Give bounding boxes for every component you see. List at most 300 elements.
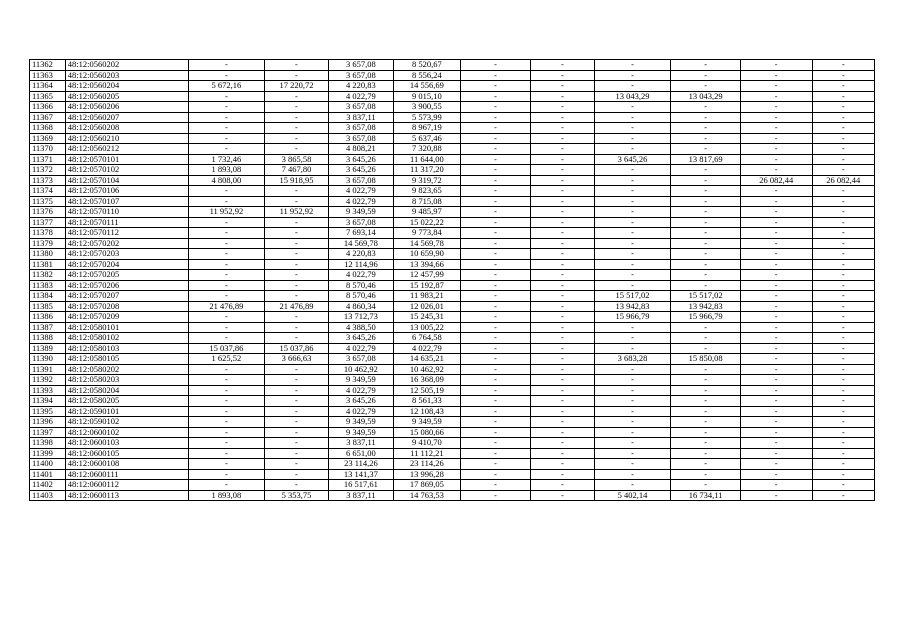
cell-value-col-6: 14 635,21 bbox=[394, 354, 460, 365]
cell-value-col-11: - bbox=[740, 70, 812, 81]
cell-value-col-5: 3 657,08 bbox=[328, 133, 393, 144]
cell-value-col-6: 6 764,58 bbox=[394, 333, 460, 344]
table-row bbox=[30, 354, 875, 365]
cell-value-col-3: - bbox=[188, 333, 265, 344]
cell-value-col-8: - bbox=[531, 343, 594, 354]
cell-value-col-8: - bbox=[531, 270, 594, 281]
table-row bbox=[30, 144, 875, 155]
cell-value-col-9: - bbox=[594, 70, 671, 81]
cell-value-col-12: - bbox=[812, 144, 874, 155]
cell-row-number: 11366 bbox=[30, 102, 66, 113]
cell-value-col-11: - bbox=[740, 259, 812, 270]
cell-value-col-10: - bbox=[671, 259, 741, 270]
cell-value-col-7: - bbox=[460, 81, 531, 92]
cell-value-col-3: - bbox=[188, 375, 265, 386]
cell-value-col-11: - bbox=[740, 301, 812, 312]
cell-value-col-10: - bbox=[671, 133, 741, 144]
cell-value-col-5: 16 517,61 bbox=[328, 480, 393, 491]
cell-value-col-4: - bbox=[265, 144, 328, 155]
cell-cadastral-number: 48:12:0600102 bbox=[65, 427, 188, 438]
cell-value-col-6: 8 556,24 bbox=[394, 70, 460, 81]
cell-value-col-5: 3 657,08 bbox=[328, 102, 393, 113]
cell-value-col-6: 11 644,00 bbox=[394, 154, 460, 165]
cell-row-number: 11391 bbox=[30, 364, 66, 375]
cell-value-col-10: - bbox=[671, 427, 741, 438]
cell-value-col-3: - bbox=[188, 196, 265, 207]
cell-value-col-9: - bbox=[594, 123, 671, 134]
cell-value-col-11: - bbox=[740, 469, 812, 480]
cell-value-col-11: - bbox=[740, 228, 812, 239]
cell-value-col-3: - bbox=[188, 60, 265, 71]
cell-row-number: 11393 bbox=[30, 385, 66, 396]
cell-value-col-3: - bbox=[188, 417, 265, 428]
table-row bbox=[30, 217, 875, 228]
cell-value-col-7: - bbox=[460, 438, 531, 449]
cell-value-col-7: - bbox=[460, 396, 531, 407]
cell-cadastral-number: 48:12:0560210 bbox=[65, 133, 188, 144]
cell-value-col-4: - bbox=[265, 364, 328, 375]
cell-value-col-5: 4 022,79 bbox=[328, 385, 393, 396]
cell-value-col-8: - bbox=[531, 207, 594, 218]
cell-value-col-6: 14 569,78 bbox=[394, 238, 460, 249]
cell-value-col-5: 9 349,59 bbox=[328, 427, 393, 438]
cell-value-col-11: - bbox=[740, 144, 812, 155]
cell-value-col-11: - bbox=[740, 364, 812, 375]
cell-value-col-4: 3 666,63 bbox=[265, 354, 328, 365]
cell-value-col-6: 16 368,09 bbox=[394, 375, 460, 386]
cell-cadastral-number: 48:12:0570207 bbox=[65, 291, 188, 302]
cell-value-col-8: - bbox=[531, 228, 594, 239]
cell-value-col-9: - bbox=[594, 175, 671, 186]
table-row bbox=[30, 259, 875, 270]
cell-value-col-10: - bbox=[671, 112, 741, 123]
cell-value-col-12: - bbox=[812, 81, 874, 92]
cell-value-col-6: 13 996,28 bbox=[394, 469, 460, 480]
cell-value-col-8: - bbox=[531, 81, 594, 92]
cell-value-col-4: - bbox=[265, 291, 328, 302]
cell-value-col-6: 11 112,21 bbox=[394, 448, 460, 459]
cell-row-number: 11394 bbox=[30, 396, 66, 407]
cell-value-col-3: - bbox=[188, 364, 265, 375]
cell-value-col-5: 4 388,50 bbox=[328, 322, 393, 333]
cell-value-col-6: 12 505,19 bbox=[394, 385, 460, 396]
data-table bbox=[29, 59, 875, 501]
cell-value-col-4: - bbox=[265, 133, 328, 144]
cell-value-col-6: 15 245,31 bbox=[394, 312, 460, 323]
cell-value-col-5: 4 022,79 bbox=[328, 91, 393, 102]
cell-value-col-5: 12 114,96 bbox=[328, 259, 393, 270]
cell-value-col-6: 9 823,65 bbox=[394, 186, 460, 197]
cell-cadastral-number: 48:12:0570101 bbox=[65, 154, 188, 165]
cell-value-col-5: 3 837,11 bbox=[328, 112, 393, 123]
cell-value-col-10: 13 043,29 bbox=[671, 91, 741, 102]
cell-value-col-4: 7 467,80 bbox=[265, 165, 328, 176]
table-row bbox=[30, 396, 875, 407]
cell-value-col-11: - bbox=[740, 102, 812, 113]
table-row bbox=[30, 133, 875, 144]
cell-value-col-11: - bbox=[740, 385, 812, 396]
cell-value-col-4: 3 865,58 bbox=[265, 154, 328, 165]
cell-value-col-3: - bbox=[188, 480, 265, 491]
cell-value-col-7: - bbox=[460, 228, 531, 239]
cell-value-col-3: 4 808,00 bbox=[188, 175, 265, 186]
cell-value-col-6: 11 317,20 bbox=[394, 165, 460, 176]
cell-row-number: 11386 bbox=[30, 312, 66, 323]
cell-value-col-7: - bbox=[460, 312, 531, 323]
cell-value-col-9: - bbox=[594, 228, 671, 239]
cell-cadastral-number: 48:12:0590101 bbox=[65, 406, 188, 417]
cell-value-col-11: - bbox=[740, 291, 812, 302]
cell-value-col-11: - bbox=[740, 354, 812, 365]
cell-value-col-8: - bbox=[531, 154, 594, 165]
cell-value-col-8: - bbox=[531, 385, 594, 396]
cell-value-col-6: 17 869,05 bbox=[394, 480, 460, 491]
table-row bbox=[30, 448, 875, 459]
table-row bbox=[30, 490, 875, 501]
cell-value-col-9: - bbox=[594, 427, 671, 438]
cell-value-col-7: - bbox=[460, 291, 531, 302]
cell-value-col-6: 3 900,55 bbox=[394, 102, 460, 113]
cell-value-col-12: - bbox=[812, 322, 874, 333]
cell-value-col-3: - bbox=[188, 291, 265, 302]
cell-value-col-3: - bbox=[188, 133, 265, 144]
cell-value-col-11: - bbox=[740, 81, 812, 92]
cell-value-col-12: - bbox=[812, 280, 874, 291]
cell-value-col-11: - bbox=[740, 459, 812, 470]
cell-value-col-11: - bbox=[740, 322, 812, 333]
table-row bbox=[30, 459, 875, 470]
cell-value-col-6: 9 349,59 bbox=[394, 417, 460, 428]
cell-value-col-4: - bbox=[265, 417, 328, 428]
cell-value-col-4: - bbox=[265, 469, 328, 480]
cell-value-col-3: - bbox=[188, 312, 265, 323]
cell-value-col-9: - bbox=[594, 459, 671, 470]
table-row bbox=[30, 301, 875, 312]
cell-cadastral-number: 48:12:0570107 bbox=[65, 196, 188, 207]
cell-value-col-12: - bbox=[812, 270, 874, 281]
cell-value-col-12: - bbox=[812, 406, 874, 417]
cell-value-col-11: - bbox=[740, 207, 812, 218]
cell-value-col-3: - bbox=[188, 249, 265, 260]
cell-value-col-10: - bbox=[671, 70, 741, 81]
cell-value-col-12: - bbox=[812, 427, 874, 438]
cell-value-col-7: - bbox=[460, 459, 531, 470]
cell-value-col-10: - bbox=[671, 186, 741, 197]
cell-row-number: 11369 bbox=[30, 133, 66, 144]
cell-value-col-7: - bbox=[460, 427, 531, 438]
cell-value-col-6: 12 108,43 bbox=[394, 406, 460, 417]
cell-row-number: 11374 bbox=[30, 186, 66, 197]
table-row bbox=[30, 175, 875, 186]
cell-value-col-10: - bbox=[671, 417, 741, 428]
table-row bbox=[30, 228, 875, 239]
cell-value-col-4: - bbox=[265, 375, 328, 386]
cell-value-col-7: - bbox=[460, 385, 531, 396]
cell-value-col-7: - bbox=[460, 70, 531, 81]
cell-value-col-6: 7 320,88 bbox=[394, 144, 460, 155]
cell-value-col-11: 26 082,44 bbox=[740, 175, 812, 186]
cell-value-col-6: 8 967,19 bbox=[394, 123, 460, 134]
cell-value-col-3: - bbox=[188, 448, 265, 459]
cell-value-col-9: - bbox=[594, 448, 671, 459]
cell-value-col-9: - bbox=[594, 81, 671, 92]
cell-value-col-5: 4 220,83 bbox=[328, 249, 393, 260]
cell-value-col-8: - bbox=[531, 123, 594, 134]
cell-value-col-4: - bbox=[265, 91, 328, 102]
cell-value-col-7: - bbox=[460, 354, 531, 365]
cell-value-col-4: - bbox=[265, 480, 328, 491]
cell-value-col-12: - bbox=[812, 396, 874, 407]
cell-value-col-10: - bbox=[671, 144, 741, 155]
table-row bbox=[30, 112, 875, 123]
cell-value-col-3: - bbox=[188, 270, 265, 281]
cell-value-col-6: 14 763,53 bbox=[394, 490, 460, 501]
cell-value-col-10: - bbox=[671, 364, 741, 375]
cell-row-number: 11362 bbox=[30, 60, 66, 71]
cell-value-col-12: - bbox=[812, 385, 874, 396]
cell-value-col-5: 13 712,73 bbox=[328, 312, 393, 323]
cell-value-col-6: 15 022,22 bbox=[394, 217, 460, 228]
table-row bbox=[30, 270, 875, 281]
cell-value-col-3: 1 625,52 bbox=[188, 354, 265, 365]
cell-value-col-5: 9 349,59 bbox=[328, 375, 393, 386]
cell-value-col-9: 15 517,02 bbox=[594, 291, 671, 302]
table-row bbox=[30, 291, 875, 302]
cell-value-col-12: - bbox=[812, 60, 874, 71]
cell-row-number: 11384 bbox=[30, 291, 66, 302]
cell-value-col-10: - bbox=[671, 480, 741, 491]
cell-value-col-12: - bbox=[812, 375, 874, 386]
table-row bbox=[30, 154, 875, 165]
cell-value-col-7: - bbox=[460, 417, 531, 428]
cell-row-number: 11390 bbox=[30, 354, 66, 365]
cell-value-col-4: - bbox=[265, 333, 328, 344]
cell-row-number: 11372 bbox=[30, 165, 66, 176]
cell-value-col-10: - bbox=[671, 217, 741, 228]
cell-value-col-6: 9 410,70 bbox=[394, 438, 460, 449]
table-row bbox=[30, 70, 875, 81]
cell-row-number: 11376 bbox=[30, 207, 66, 218]
cell-value-col-3: - bbox=[188, 238, 265, 249]
cell-value-col-7: - bbox=[460, 448, 531, 459]
cell-row-number: 11395 bbox=[30, 406, 66, 417]
cell-value-col-3: 21 476,89 bbox=[188, 301, 265, 312]
cell-value-col-5: 3 645,26 bbox=[328, 165, 393, 176]
cell-value-col-9: - bbox=[594, 259, 671, 270]
cell-row-number: 11365 bbox=[30, 91, 66, 102]
cell-value-col-9: 3 683,28 bbox=[594, 354, 671, 365]
cell-value-col-4: - bbox=[265, 238, 328, 249]
cell-value-col-11: - bbox=[740, 333, 812, 344]
cell-value-col-8: - bbox=[531, 490, 594, 501]
table-row bbox=[30, 417, 875, 428]
cell-value-col-10: - bbox=[671, 207, 741, 218]
cell-value-col-11: - bbox=[740, 196, 812, 207]
cell-value-col-4: - bbox=[265, 217, 328, 228]
cell-value-col-5: 3 657,08 bbox=[328, 60, 393, 71]
cell-row-number: 11370 bbox=[30, 144, 66, 155]
table-row bbox=[30, 427, 875, 438]
cell-value-col-11: - bbox=[740, 406, 812, 417]
cell-value-col-4: - bbox=[265, 123, 328, 134]
cell-cadastral-number: 48:12:0570104 bbox=[65, 175, 188, 186]
table-row bbox=[30, 469, 875, 480]
cell-value-col-12: - bbox=[812, 165, 874, 176]
cell-value-col-7: - bbox=[460, 238, 531, 249]
cell-value-col-12: - bbox=[812, 333, 874, 344]
cell-value-col-8: - bbox=[531, 301, 594, 312]
cell-value-col-9: - bbox=[594, 270, 671, 281]
cell-cadastral-number: 48:12:0570111 bbox=[65, 217, 188, 228]
cell-value-col-11: - bbox=[740, 490, 812, 501]
cell-value-col-5: 4 022,79 bbox=[328, 270, 393, 281]
cell-value-col-12: - bbox=[812, 417, 874, 428]
table-row bbox=[30, 207, 875, 218]
cell-value-col-5: 3 645,26 bbox=[328, 333, 393, 344]
cell-value-col-3: - bbox=[188, 469, 265, 480]
cell-value-col-7: - bbox=[460, 154, 531, 165]
cell-value-col-3: - bbox=[188, 217, 265, 228]
cell-value-col-4: - bbox=[265, 448, 328, 459]
cell-value-col-6: 12 026,01 bbox=[394, 301, 460, 312]
cell-value-col-6: 9 015,10 bbox=[394, 91, 460, 102]
cell-cadastral-number: 48:12:0600108 bbox=[65, 459, 188, 470]
cell-value-col-7: - bbox=[460, 165, 531, 176]
cell-value-col-5: 4 022,79 bbox=[328, 406, 393, 417]
cell-value-col-7: - bbox=[460, 249, 531, 260]
cell-value-col-6: 8 520,67 bbox=[394, 60, 460, 71]
cell-value-col-9: - bbox=[594, 217, 671, 228]
cell-value-col-9: - bbox=[594, 165, 671, 176]
cell-value-col-10: - bbox=[671, 196, 741, 207]
cell-value-col-8: - bbox=[531, 133, 594, 144]
cell-cadastral-number: 48:12:0570205 bbox=[65, 270, 188, 281]
cell-value-col-11: - bbox=[740, 280, 812, 291]
cell-value-col-10: - bbox=[671, 102, 741, 113]
cell-value-col-10: - bbox=[671, 228, 741, 239]
cell-cadastral-number: 48:12:0570110 bbox=[65, 207, 188, 218]
cell-value-col-6: 15 192,87 bbox=[394, 280, 460, 291]
cell-value-col-12: - bbox=[812, 249, 874, 260]
cell-cadastral-number: 48:12:0570106 bbox=[65, 186, 188, 197]
cell-value-col-8: - bbox=[531, 333, 594, 344]
cell-value-col-8: - bbox=[531, 70, 594, 81]
table-row bbox=[30, 385, 875, 396]
cell-value-col-8: - bbox=[531, 448, 594, 459]
cell-value-col-6: 11 983,21 bbox=[394, 291, 460, 302]
cell-value-col-6: 23 114,26 bbox=[394, 459, 460, 470]
cell-value-col-12: - bbox=[812, 217, 874, 228]
cell-cadastral-number: 48:12:0580203 bbox=[65, 375, 188, 386]
cell-value-col-9: - bbox=[594, 469, 671, 480]
cell-cadastral-number: 48:12:0570204 bbox=[65, 259, 188, 270]
cell-value-col-8: - bbox=[531, 375, 594, 386]
cell-value-col-4: - bbox=[265, 406, 328, 417]
cell-value-col-3: 1 893,08 bbox=[188, 490, 265, 501]
cell-row-number: 11364 bbox=[30, 81, 66, 92]
cell-value-col-8: - bbox=[531, 196, 594, 207]
cell-value-col-10: - bbox=[671, 333, 741, 344]
cell-cadastral-number: 48:12:0600113 bbox=[65, 490, 188, 501]
cell-value-col-4: - bbox=[265, 312, 328, 323]
cell-value-col-9: 5 402,14 bbox=[594, 490, 671, 501]
cell-value-col-10: - bbox=[671, 238, 741, 249]
cell-value-col-11: - bbox=[740, 480, 812, 491]
cell-value-col-10: - bbox=[671, 396, 741, 407]
cell-value-col-8: - bbox=[531, 280, 594, 291]
cell-cadastral-number: 48:12:0580102 bbox=[65, 333, 188, 344]
cell-value-col-7: - bbox=[460, 91, 531, 102]
cell-value-col-6: 10 659,90 bbox=[394, 249, 460, 260]
cell-value-col-8: - bbox=[531, 102, 594, 113]
cell-cadastral-number: 48:12:0600112 bbox=[65, 480, 188, 491]
cell-value-col-7: - bbox=[460, 60, 531, 71]
cell-value-col-3: 1 893,08 bbox=[188, 165, 265, 176]
table-row bbox=[30, 375, 875, 386]
table-row bbox=[30, 165, 875, 176]
cell-value-col-7: - bbox=[460, 343, 531, 354]
table-row bbox=[30, 312, 875, 323]
cell-value-col-7: - bbox=[460, 364, 531, 375]
cell-value-col-8: - bbox=[531, 427, 594, 438]
cell-value-col-9: - bbox=[594, 280, 671, 291]
table-row bbox=[30, 333, 875, 344]
cell-value-col-7: - bbox=[460, 175, 531, 186]
cell-value-col-11: - bbox=[740, 91, 812, 102]
cell-value-col-3: - bbox=[188, 144, 265, 155]
cell-value-col-3: - bbox=[188, 112, 265, 123]
cell-value-col-11: - bbox=[740, 417, 812, 428]
cell-value-col-3: - bbox=[188, 259, 265, 270]
cell-cadastral-number: 48:12:0570112 bbox=[65, 228, 188, 239]
cell-value-col-5: 4 022,79 bbox=[328, 343, 393, 354]
cell-value-col-6: 12 457,99 bbox=[394, 270, 460, 281]
cell-value-col-10: - bbox=[671, 459, 741, 470]
cell-cadastral-number: 48:12:0580103 bbox=[65, 343, 188, 354]
cell-value-col-5: 3 657,08 bbox=[328, 217, 393, 228]
cell-value-col-7: - bbox=[460, 301, 531, 312]
cell-value-col-7: - bbox=[460, 217, 531, 228]
cell-value-col-6: 14 556,69 bbox=[394, 81, 460, 92]
table-row bbox=[30, 480, 875, 491]
cell-value-col-9: 13 043,29 bbox=[594, 91, 671, 102]
cell-row-number: 11397 bbox=[30, 427, 66, 438]
cell-value-col-4: - bbox=[265, 385, 328, 396]
cell-value-col-5: 3 645,26 bbox=[328, 396, 393, 407]
cell-value-col-5: 3 645,26 bbox=[328, 154, 393, 165]
cell-value-col-11: - bbox=[740, 427, 812, 438]
cell-cadastral-number: 48:12:0600103 bbox=[65, 438, 188, 449]
cell-value-col-11: - bbox=[740, 375, 812, 386]
cell-row-number: 11377 bbox=[30, 217, 66, 228]
cell-cadastral-number: 48:12:0560208 bbox=[65, 123, 188, 134]
cell-value-col-6: 5 573,99 bbox=[394, 112, 460, 123]
cell-value-col-9: - bbox=[594, 385, 671, 396]
cell-value-col-10: - bbox=[671, 81, 741, 92]
cell-value-col-5: 8 570,46 bbox=[328, 280, 393, 291]
cell-value-col-5: 3 657,08 bbox=[328, 175, 393, 186]
cell-value-col-5: 8 570,46 bbox=[328, 291, 393, 302]
cell-value-col-8: - bbox=[531, 417, 594, 428]
cell-value-col-3: 1 732,46 bbox=[188, 154, 265, 165]
cell-value-col-3: 15 037,86 bbox=[188, 343, 265, 354]
cell-value-col-11: - bbox=[740, 396, 812, 407]
cell-value-col-12: - bbox=[812, 438, 874, 449]
cell-value-col-9: - bbox=[594, 144, 671, 155]
cell-value-col-3: - bbox=[188, 427, 265, 438]
cell-row-number: 11402 bbox=[30, 480, 66, 491]
cell-value-col-6: 8 561,33 bbox=[394, 396, 460, 407]
